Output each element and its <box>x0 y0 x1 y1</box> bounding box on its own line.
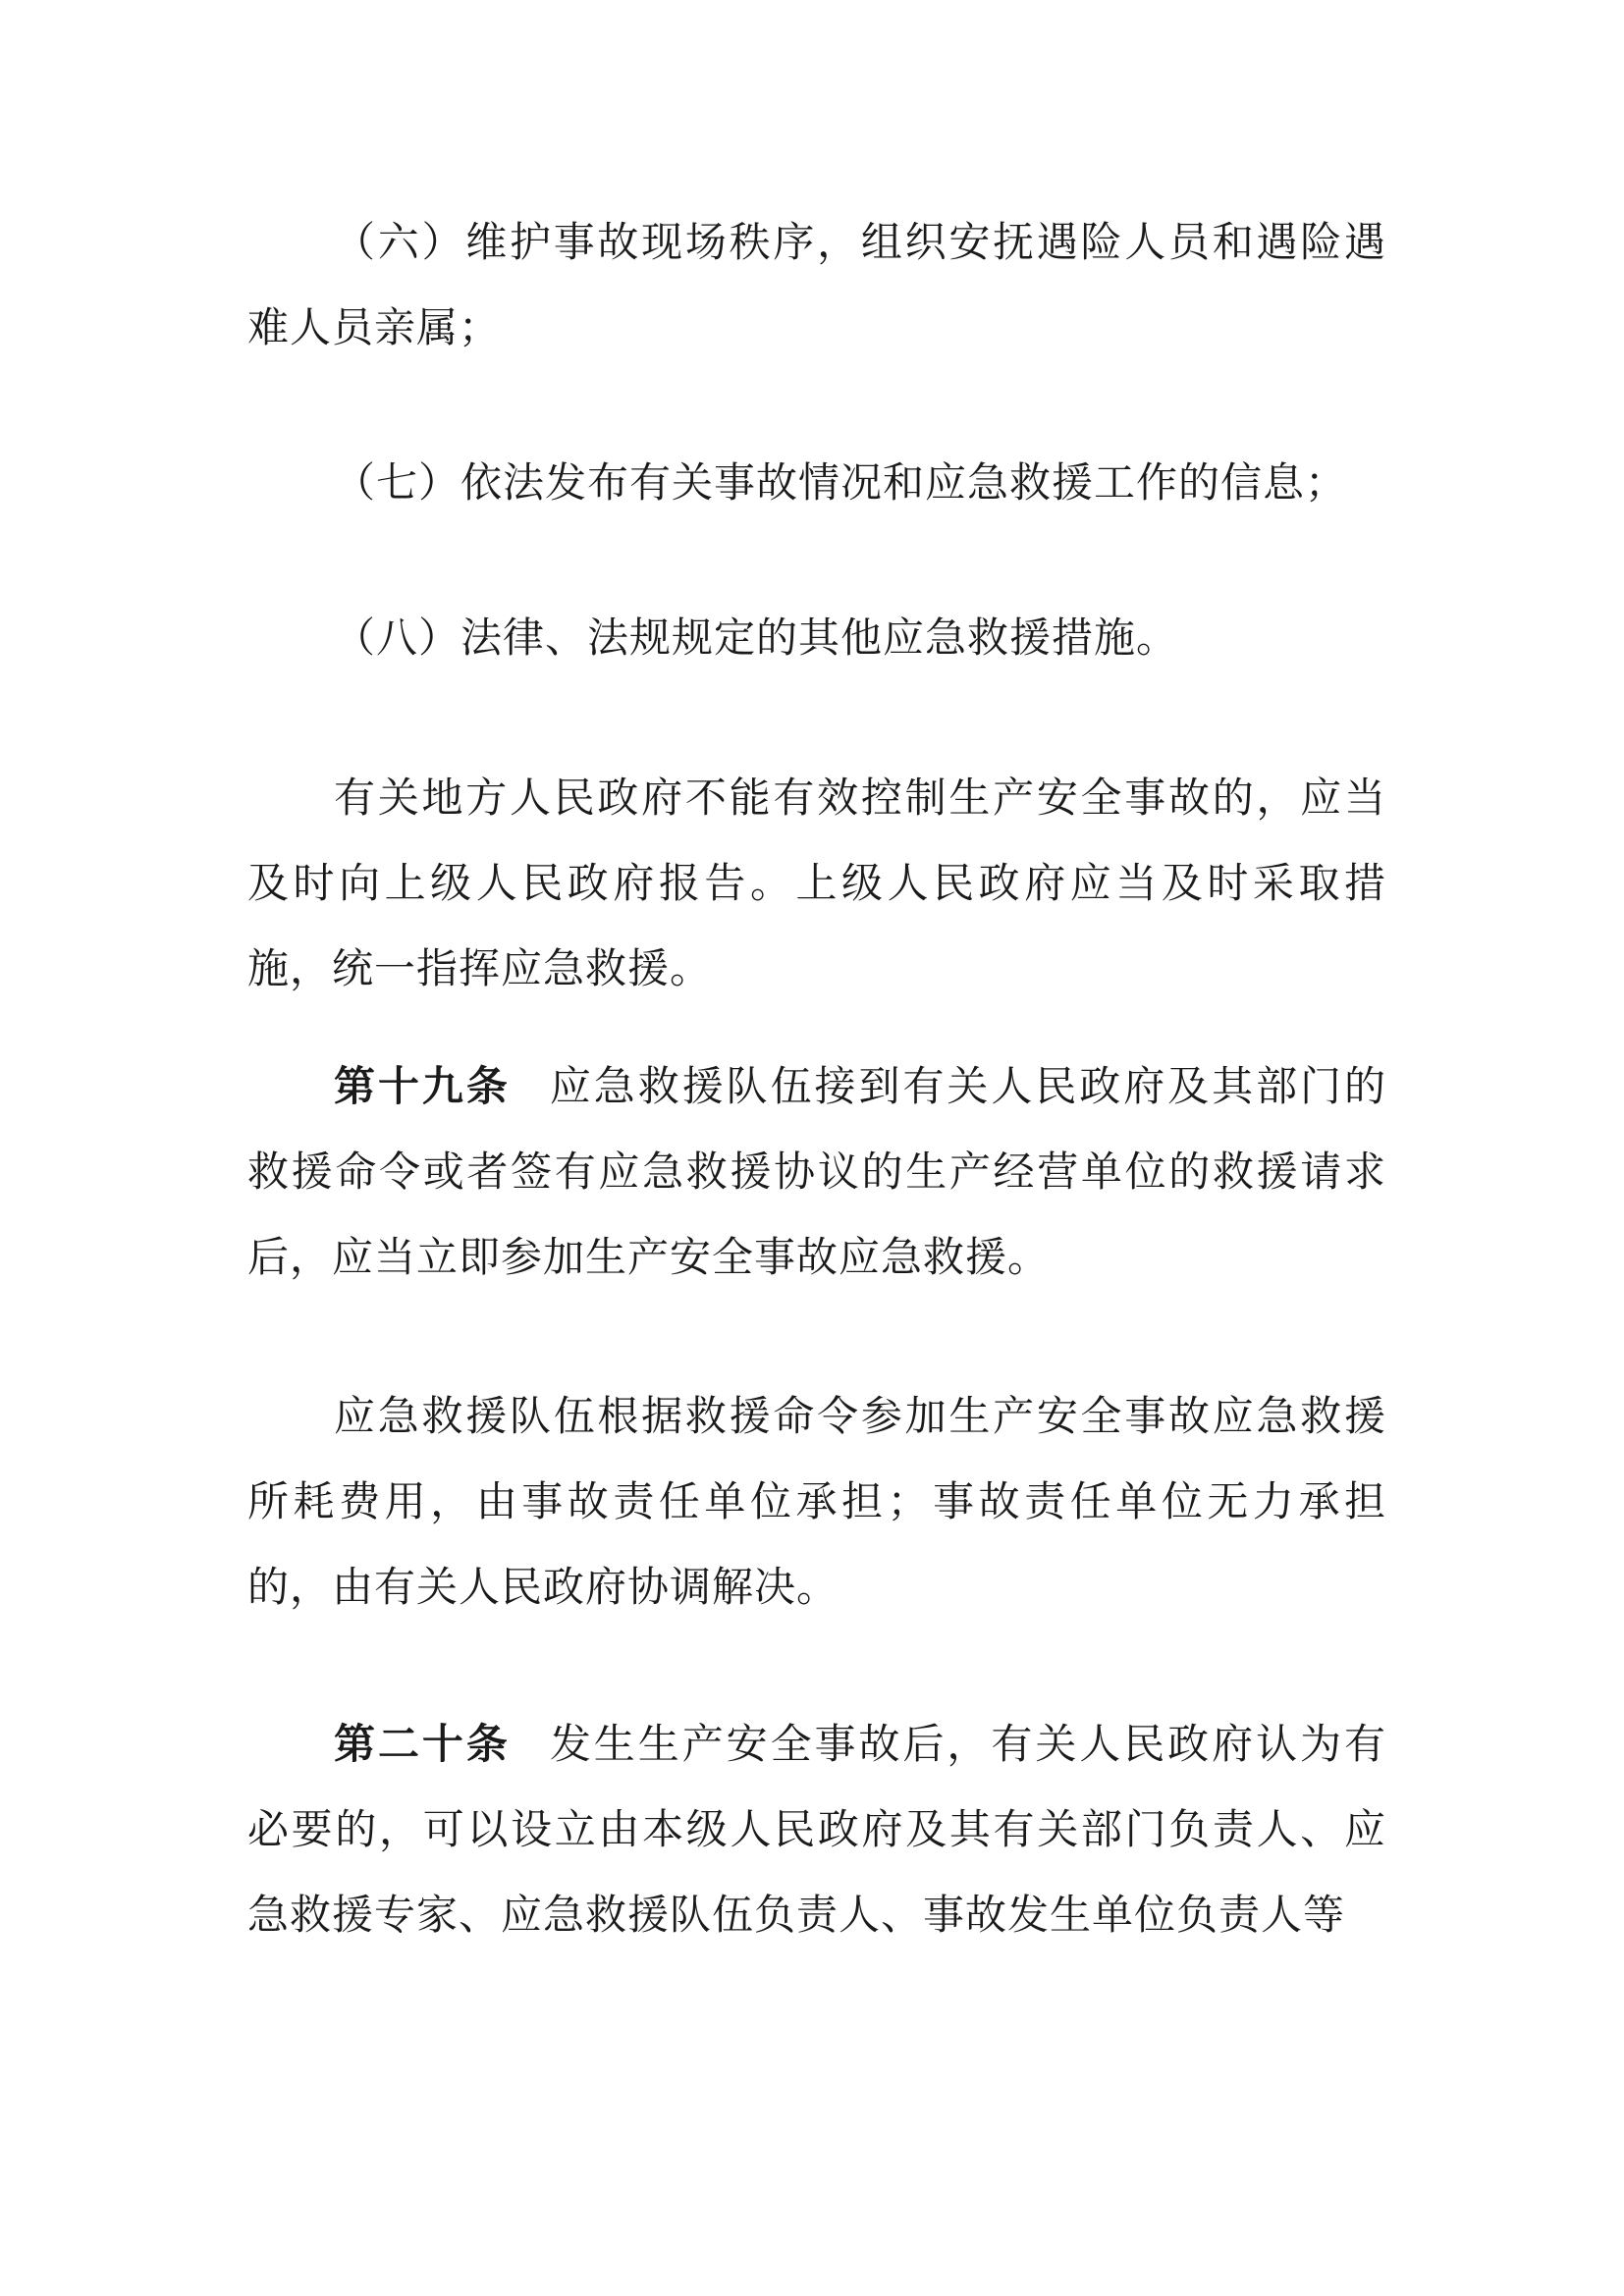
paragraph-text: 应急救援队伍接到有关人民政府及其部门的救援命令或者签有应急救援协议的生产经营单位的救援请求后，应当立即参加生产安全事故应急救援。 <box>247 1062 1386 1281</box>
paragraph-escalation <box>247 755 1386 1011</box>
paragraph-text: （六）维护事故现场秩序，组织安抚遇险人员和遇险遇难人员亲属； <box>247 218 1386 351</box>
paragraph-text: 有关地方人民政府不能有效控制生产安全事故的，应当及时向上级人民政府报告。上级人民政府应当及时采取措施，统一指挥应急救援。 <box>247 774 1386 992</box>
paragraph-text: 应急救援队伍根据救援命令参加生产安全事故应急救援所耗费用，由事故责任单位承担；事故责任单位无力承担的，由有关人民政府协调解决。 <box>247 1392 1386 1611</box>
paragraph-item-6 <box>247 199 1386 370</box>
paragraph-text: （七）依法发布有关事故情况和应急救援工作的信息； <box>334 458 1348 507</box>
article-19 <box>247 1043 1386 1300</box>
paragraph-rescue-costs <box>247 1373 1386 1629</box>
article-20 <box>247 1701 1386 1957</box>
paragraph-item-7 <box>247 440 1386 525</box>
paragraph-item-8 <box>247 595 1386 680</box>
paragraph-text: （八）法律、法规规定的其他应急救援措施。 <box>334 614 1179 662</box>
article-heading: 第十九条 <box>334 1062 511 1110</box>
article-heading: 第二十条 <box>334 1720 511 1768</box>
paragraph-text: 发生生产安全事故后，有关人民政府认为有必要的，可以设立由本级人民政府及其有关部门负责人、应急救援专家、应急救援队伍负责人、事故发生单位负责人等 <box>247 1720 1386 1939</box>
